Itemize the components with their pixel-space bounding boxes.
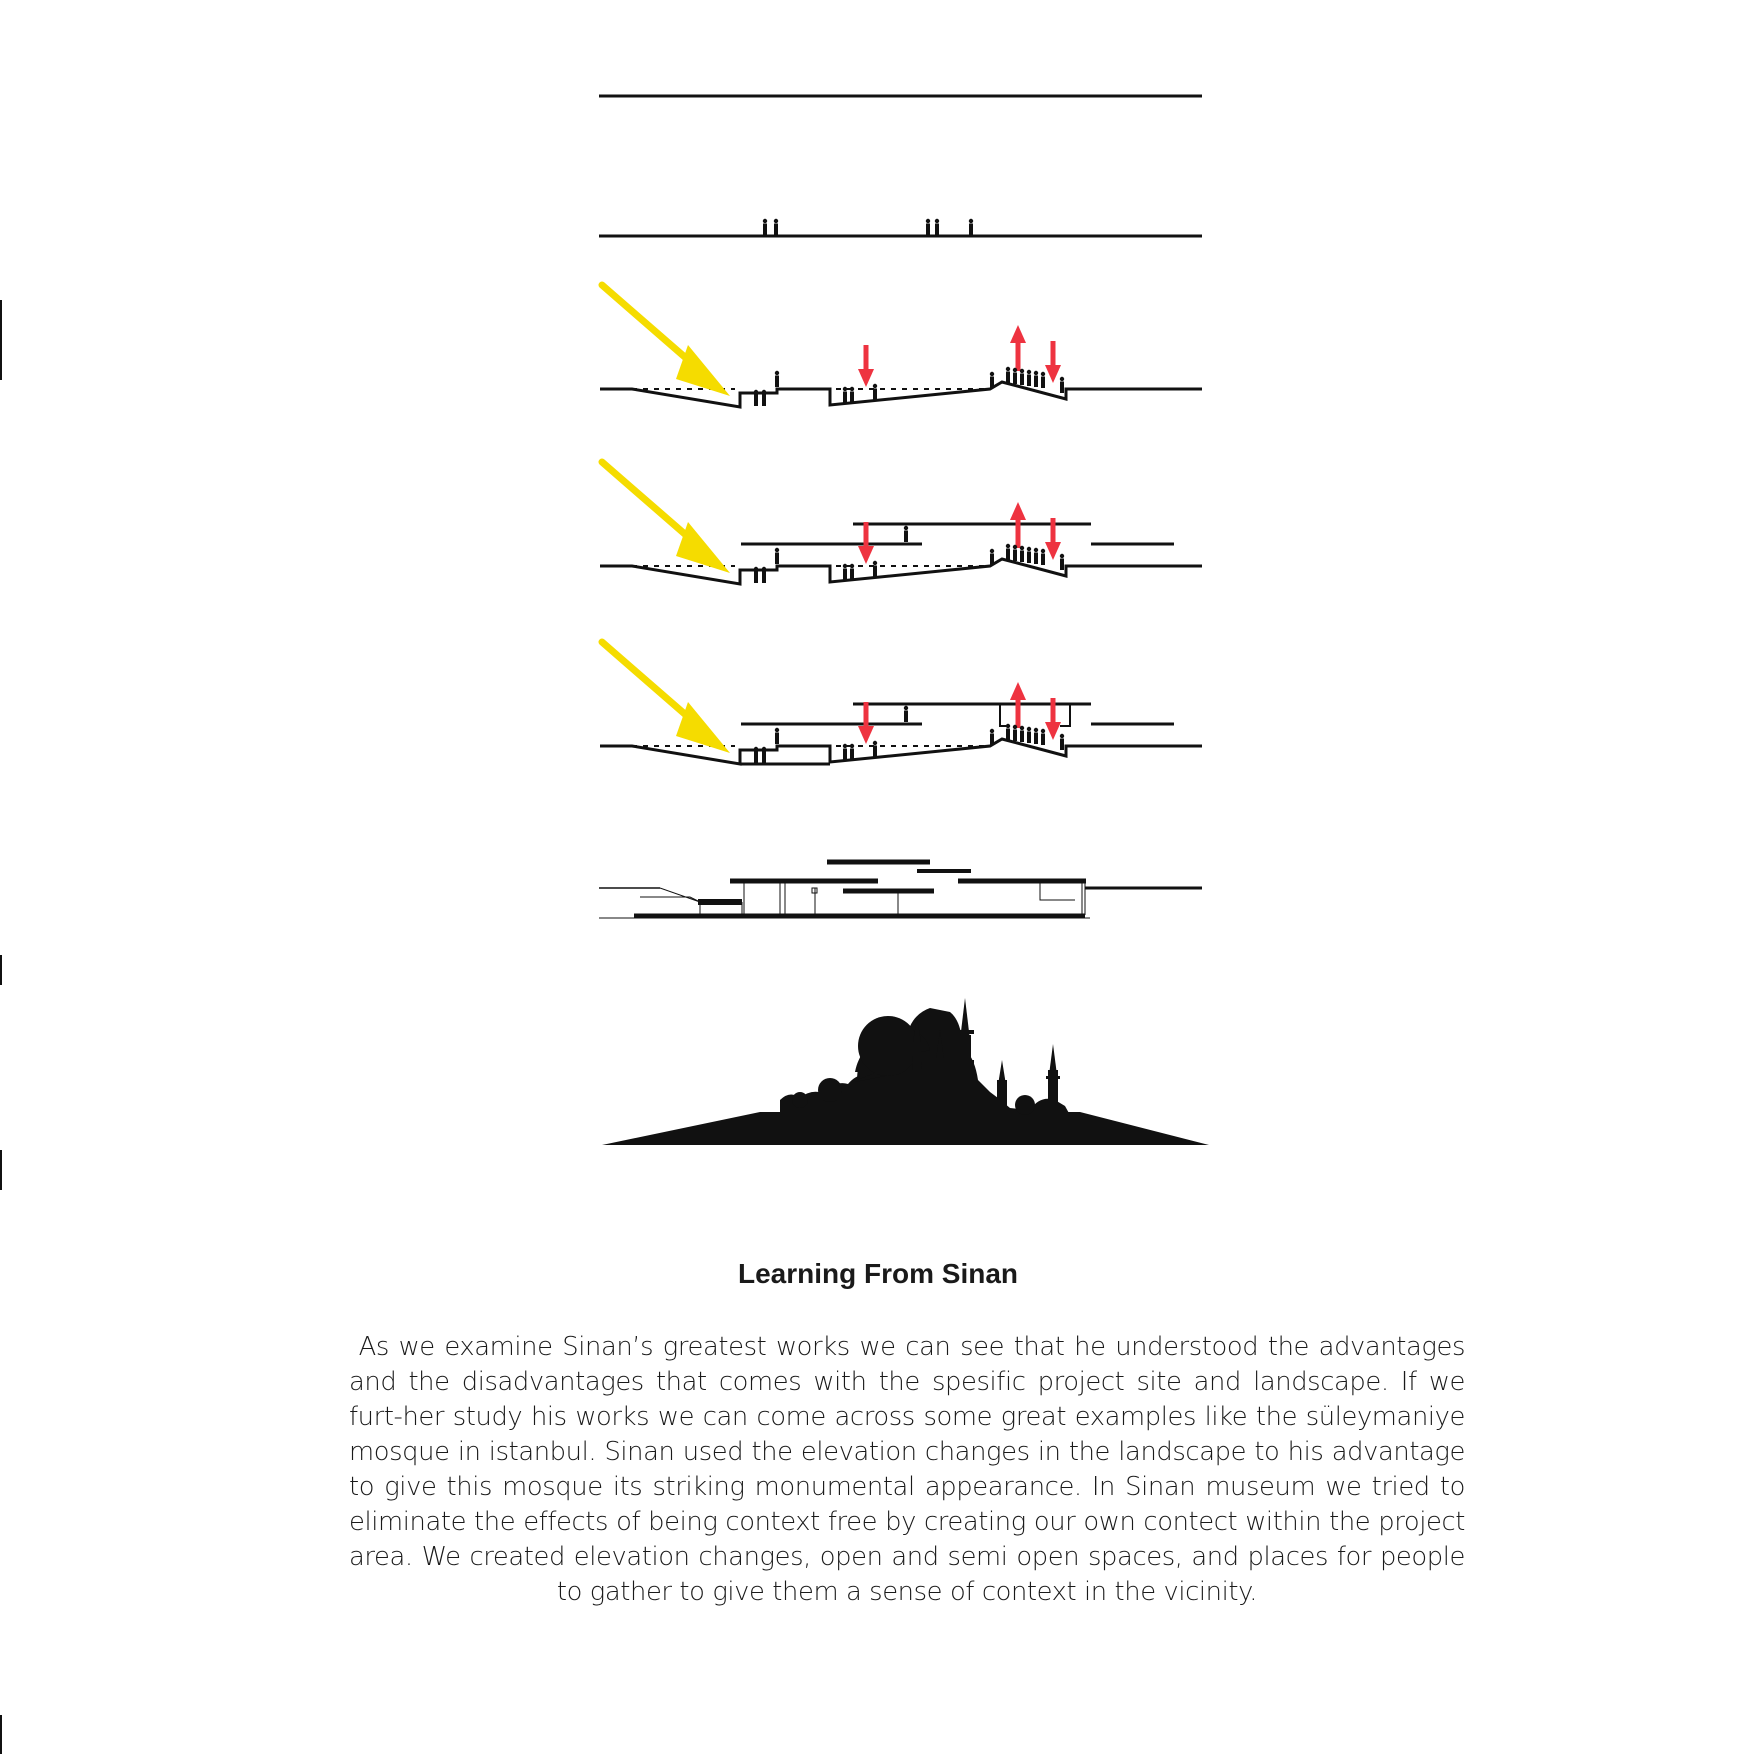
diagram-flat-ground bbox=[599, 219, 1202, 236]
diagram-terraced-enclosures bbox=[600, 642, 1202, 764]
body-paragraph: As we examine Sinan’s greatest works we can see that he understood the advantages and the disadvantages that comes with the spesific project site and landscape. If we furt-her study his works we can come across some great examples like the süleymaniye mosque in istanbul. Sinan used the elevation changes in the landscape to his advantage to give this mosque its striking monumental appearance. In Sinan museum we tried to eliminate the effects of being context free by creating our own contect within the project area. We created elevation changes, open and semi open spaces, and places for people to gather to give them a sense of context in the vicinity. bbox=[349, 1332, 1465, 1607]
diagram-suleymaniye-silhouette bbox=[602, 998, 1209, 1145]
diagram-building-section bbox=[599, 862, 1202, 918]
diagram-terraced-canopies bbox=[600, 462, 1202, 584]
diagram-terraced-ground bbox=[600, 285, 1202, 407]
page-title: Learning From Sinan bbox=[737, 1258, 1019, 1289]
